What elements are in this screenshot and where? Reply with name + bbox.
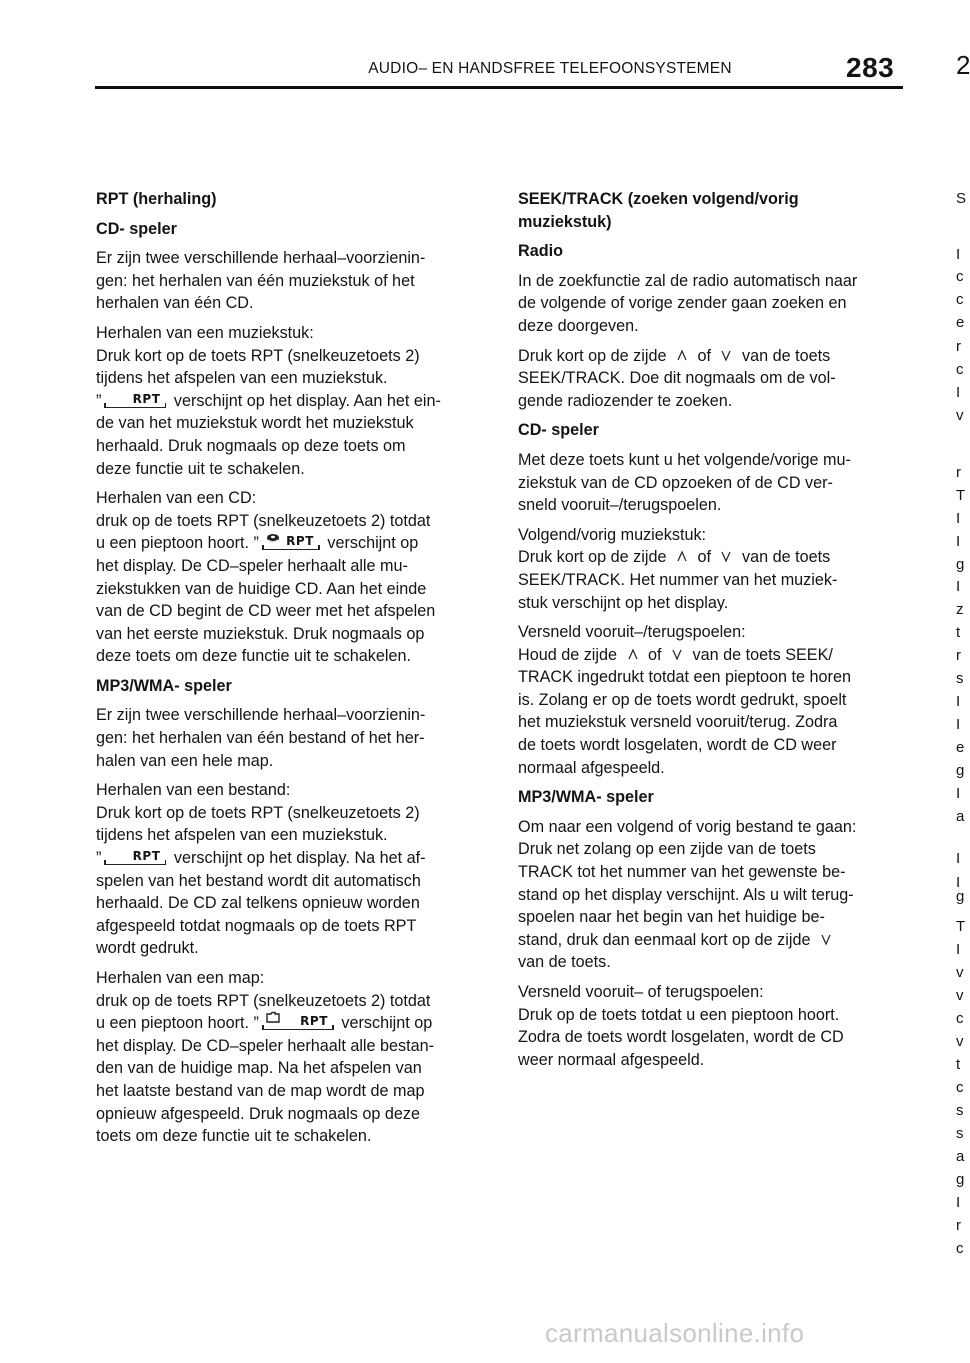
chevron-up-icon <box>677 551 687 562</box>
text-fragment: verschijnt op het display. Na het af- <box>173 849 426 868</box>
repeat-cd-paragraph <box>96 487 486 668</box>
text-line: TRACK ingedrukt totdat een pieptoon te horen <box>518 668 851 687</box>
text-fragment: verschijnt op <box>341 1014 433 1033</box>
edge-letter: v <box>956 964 964 981</box>
text-line: sneld vooruit–/terugspoelen. <box>518 496 722 515</box>
text-fragment: of <box>697 548 711 567</box>
edge-letter: T <box>956 918 966 935</box>
rpt-label: RPT <box>132 849 161 864</box>
page-header-title: AUDIO– EN HANDSFREE TELEFOONSYSTEMEN <box>368 60 732 77</box>
text-line: herhalen van één CD. <box>96 294 254 313</box>
text-fragment: van de toets <box>741 346 831 365</box>
header-rule <box>95 86 903 89</box>
text-line: Er zijn twee verschillende herhaal–voorzienin- <box>96 706 426 725</box>
edge-letter: I <box>956 510 961 527</box>
seek-track-heading <box>518 188 908 233</box>
text-line: Om naar een volgend of vorig bestand te gaan: <box>518 817 857 836</box>
edge-letter: I <box>956 246 961 263</box>
text-line: stand op het display verschijnt. Als u wilt terug- <box>518 885 854 904</box>
edge-letter: c <box>956 268 964 285</box>
text-line: deze functie uit te schakelen. <box>96 459 305 478</box>
text-line: halen van een hele map. <box>96 751 274 770</box>
edge-letter: a <box>956 808 965 825</box>
rpt-label: RPT <box>300 1014 328 1029</box>
text-fragment: u een pieptoon hoort. ” <box>96 534 259 553</box>
text-line <box>518 929 908 952</box>
edge-letter: e <box>956 739 965 756</box>
text-line: Druk kort op de toets RPT (snelkeuzetoets 2) <box>96 346 420 365</box>
cd-player-heading: CD- speler <box>96 219 177 238</box>
text-fragment: van de toets SEEK/ <box>692 645 833 664</box>
text-line: muziekstuk) <box>518 212 612 231</box>
repeat-track-paragraph <box>96 322 486 480</box>
text-line: spelen van het bestand wordt dit automatisch <box>96 871 421 890</box>
next-page-edge-number: 2 <box>956 50 970 80</box>
fast-seek-paragraph <box>518 621 908 779</box>
edge-letter: t <box>956 624 961 641</box>
text-line: Zodra de toets wordt losgelaten, wordt de CD <box>518 1028 844 1047</box>
text-line: SEEK/TRACK. Doe dit nogmaals om de vol- <box>518 369 836 388</box>
text-line: In de zoekfunctie zal de radio automatisch naar <box>518 271 858 290</box>
text-line: ziekstukken van de huidige CD. Aan het einde <box>96 579 427 598</box>
page-number: 283 <box>846 52 895 83</box>
text-line: Met deze toets kunt u het volgende/vorige mu- <box>518 450 851 469</box>
edge-letter: t <box>956 1056 961 1073</box>
edge-letter: c <box>956 1010 964 1027</box>
text-line: Herhalen van een CD: <box>96 489 257 508</box>
rpt-label: RPT <box>286 534 314 549</box>
text-line: is. Zolang er op de toets wordt gedrukt, spoelt <box>518 690 847 709</box>
edge-letter: c <box>956 291 964 308</box>
radio-intro <box>518 270 908 338</box>
text-fragment: u een pieptoon hoort. ” <box>96 1014 259 1033</box>
edge-letter: r <box>956 1217 961 1234</box>
text-line: toets om deze functie uit te schakelen. <box>96 1127 372 1146</box>
text-line: Versneld vooruit– of terugspoelen: <box>518 983 764 1001</box>
text-line: druk op de toets RPT (snelkeuzetoets 2) totdat <box>96 991 431 1010</box>
text-line: van het eerste muziekstuk. Druk nogmaals op <box>96 624 425 643</box>
edge-letter: S <box>956 190 967 207</box>
rpt-disc-indicator-icon <box>262 533 320 550</box>
footer-watermark: carmanualsonline.info <box>545 1318 805 1348</box>
text-line: SEEK/TRACK (zoeken volgend/vorig <box>518 190 799 208</box>
edge-letter: I <box>956 384 961 401</box>
text-line: het display. De CD–speler herhaalt alle bestan- <box>96 1036 435 1055</box>
edge-letter: r <box>956 464 961 481</box>
text-fragment: Houd de zijde <box>518 645 617 664</box>
edge-letter: a <box>956 1148 965 1165</box>
text-line: het display. De CD–speler herhaalt alle mu- <box>96 556 408 575</box>
edge-letter: T <box>956 487 966 504</box>
edge-letter: g <box>956 888 965 905</box>
quote-mark: ” <box>96 391 102 410</box>
text-line: spoelen naar het begin van het huidige be- <box>518 908 825 927</box>
mp3-fast-paragraph <box>518 981 908 1071</box>
text-fragment: Druk kort op de zijde <box>518 346 667 365</box>
edge-letter: I <box>956 693 961 710</box>
rpt-indicator-icon <box>104 848 166 865</box>
edge-letter: g <box>956 556 965 573</box>
text-fragment: of <box>648 645 662 664</box>
text-line: ziekstuk van de CD opzoeken of de CD ver- <box>518 473 833 492</box>
edge-letter: I <box>956 941 961 958</box>
text-fragment: van de toets <box>741 548 831 567</box>
edge-letter: v <box>956 1033 964 1050</box>
rpt-heading: RPT (herhaling) <box>96 190 217 208</box>
edge-letter: c <box>956 1079 964 1096</box>
text-line <box>96 390 486 413</box>
text-line: druk op de toets RPT (snelkeuzetoets 2) totdat <box>96 511 431 530</box>
text-line: wordt gedrukt. <box>96 939 199 958</box>
text-line: tijdens het afspelen van een muziekstuk. <box>96 826 388 845</box>
cd-intro <box>518 449 908 517</box>
edge-letter: s <box>956 1125 964 1142</box>
text-line: deze toets om deze functie uit te schakelen. <box>96 647 411 666</box>
text-line: tijdens het afspelen van een muziekstuk. <box>96 369 388 388</box>
radio-heading: Radio <box>518 242 563 261</box>
text-line: den van de huidige map. Na het afspelen van <box>96 1059 422 1078</box>
text-line: stuk verschijnt op het display. <box>518 593 729 612</box>
chevron-down-icon <box>721 350 731 361</box>
radio-press-paragraph <box>518 345 908 413</box>
left-column <box>96 188 486 1155</box>
text-line: Volgend/vorig muziekstuk: <box>518 525 707 544</box>
text-line: SEEK/TRACK. Het nummer van het muziek- <box>518 570 838 589</box>
mp3-intro <box>518 816 908 974</box>
cd-player-heading: CD- speler <box>518 421 599 440</box>
right-column <box>518 188 908 1078</box>
text-line: de van het muziekstuk wordt het muziekstuk <box>96 414 414 433</box>
text-line: Herhalen van een map: <box>96 969 265 987</box>
text-line: opnieuw afgespeeld. Druk nogmaals op deze <box>96 1104 420 1123</box>
text-fragment: of <box>697 346 711 365</box>
text-fragment: verschijnt op <box>327 534 419 553</box>
text-line: Versneld vooruit–/terugspoelen: <box>518 623 746 642</box>
text-line <box>96 532 486 555</box>
edge-letter: v <box>956 407 964 424</box>
chevron-down-icon <box>821 934 831 945</box>
text-fragment: stand, druk dan eenmaal kort op de zijde <box>518 930 811 949</box>
text-line: Druk op de toets totdat u een pieptoon hoort. <box>518 1005 840 1024</box>
text-line <box>518 345 908 368</box>
rpt-folder-indicator-icon <box>262 1013 334 1030</box>
text-line <box>518 546 908 569</box>
text-line: van de toets. <box>518 953 611 972</box>
text-line: gende radiozender te zoeken. <box>518 391 733 410</box>
rpt-label: RPT <box>132 391 161 406</box>
text-line: herhaald. De CD zal telkens opnieuw worden <box>96 894 420 913</box>
mp3-wma-heading: MP3/WMA- speler <box>518 788 654 807</box>
cd-intro <box>96 247 486 315</box>
mp3-intro <box>96 704 486 772</box>
edge-letter: s <box>956 670 964 687</box>
edge-letter: e <box>956 314 965 331</box>
mp3-wma-heading: MP3/WMA- speler <box>96 676 232 695</box>
next-track-paragraph <box>518 524 908 614</box>
edge-letter: z <box>956 601 964 618</box>
edge-letter: I <box>956 874 961 891</box>
edge-letter: I <box>956 578 961 595</box>
disc-icon <box>266 531 280 545</box>
text-line: TRACK tot het nummer van het gewenste be- <box>518 863 846 882</box>
text-line: het laatste bestand van de map wordt de map <box>96 1081 425 1100</box>
edge-letter: g <box>956 1171 965 1188</box>
text-line: gen: het herhalen van één muziekstuk of het <box>96 271 415 290</box>
edge-letter: c <box>956 361 964 378</box>
text-line: van de CD begint de CD weer met het afspelen <box>96 602 436 621</box>
repeat-file-paragraph <box>96 779 486 960</box>
text-line: herhaald. Druk nogmaals op deze toets om <box>96 436 406 455</box>
chevron-up-icon <box>628 649 638 660</box>
text-line: gen: het herhalen van één bestand of het her- <box>96 729 425 748</box>
quote-mark: ” <box>96 849 102 868</box>
edge-letter: I <box>956 716 961 733</box>
text-line: weer normaal afgespeeld. <box>518 1050 705 1069</box>
edge-letter: c <box>956 1240 964 1257</box>
text-line: Herhalen van een bestand: <box>96 781 291 800</box>
text-line: Druk kort op de toets RPT (snelkeuzetoets 2) <box>96 803 420 822</box>
text-line: Herhalen van een muziekstuk: <box>96 323 314 342</box>
repeat-folder-paragraph <box>96 967 486 1148</box>
chevron-down-icon <box>721 551 731 562</box>
edge-letter: r <box>956 338 961 355</box>
text-line: Er zijn twee verschillende herhaal–voorzienin- <box>96 249 426 268</box>
edge-letter: v <box>956 987 964 1004</box>
text-line: normaal afgespeeld. <box>518 758 665 777</box>
folder-icon <box>266 1011 280 1023</box>
edge-letter: I <box>956 785 961 802</box>
text-line <box>518 644 908 667</box>
text-line: de volgende of vorige zender gaan zoeken en <box>518 294 847 313</box>
text-line: Druk net zolang op een zijde van de toets <box>518 840 816 859</box>
text-fragment: Druk kort op de zijde <box>518 548 667 567</box>
edge-letter: I <box>956 850 961 867</box>
edge-letter: r <box>956 647 961 664</box>
text-line: het muziekstuk versneld vooruit/terug. Zodra <box>518 713 838 732</box>
edge-letter: I <box>956 533 961 550</box>
chevron-up-icon <box>677 350 687 361</box>
text-line: de toets wordt losgelaten, wordt de CD weer <box>518 736 837 755</box>
text-line <box>96 847 486 870</box>
edge-letter: g <box>956 762 965 779</box>
rpt-indicator-icon <box>104 391 166 408</box>
edge-letter: I <box>956 1194 961 1211</box>
chevron-down-icon <box>672 649 682 660</box>
text-line: deze doorgeven. <box>518 316 639 335</box>
text-line <box>96 1012 486 1035</box>
text-line: afgespeeld totdat nogmaals op de toets RPT <box>96 916 417 935</box>
text-fragment: verschijnt op het display. Aan het ein- <box>173 391 441 410</box>
edge-letter: s <box>956 1102 964 1119</box>
